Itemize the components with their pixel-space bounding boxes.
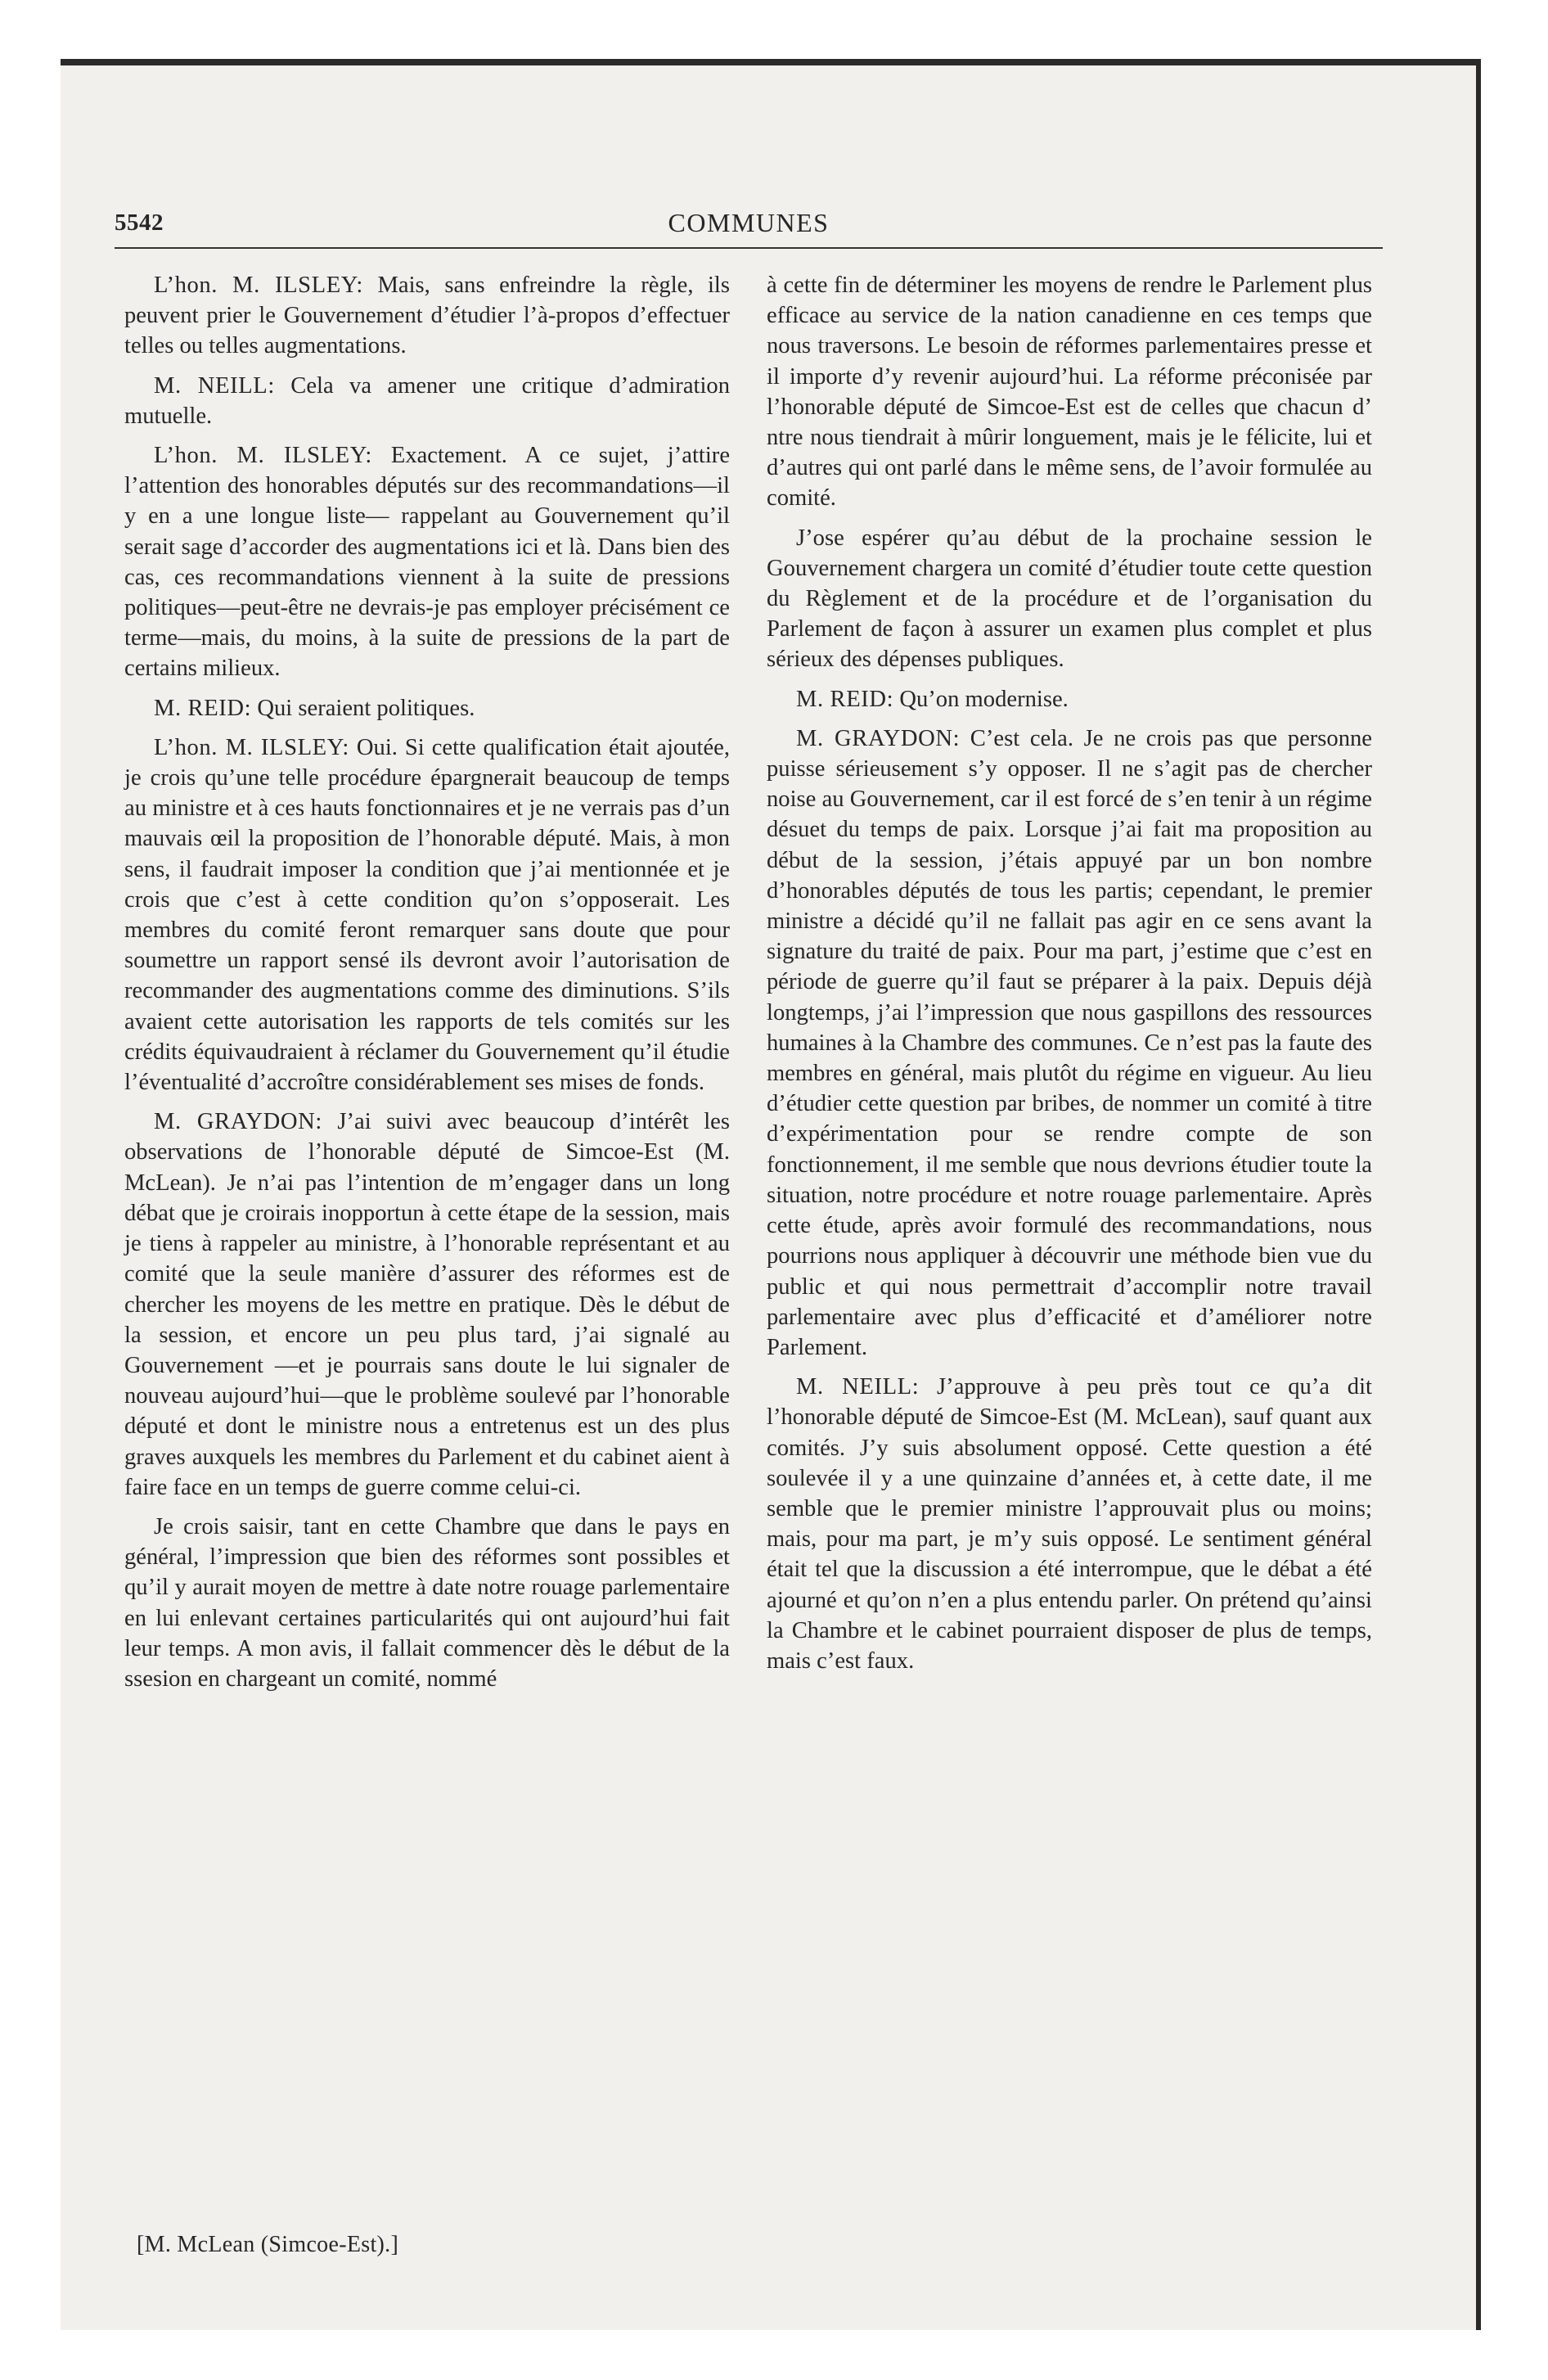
- page-header: [115, 210, 1383, 250]
- paragraph-text: Qui seraient politiques.: [251, 695, 475, 721]
- paragraph-text: Mais, sans enfreindre la règle, ils peuvent prier le Gouvernement d’étudier l’à-propos d’effectuer telles ou telles augmentations.: [124, 273, 731, 359]
- paragraph: [124, 693, 730, 723]
- speaker-name: L’hon. M. ILSLEY:: [154, 734, 349, 760]
- speaker-name: L’hon. M. ILSLEY:: [154, 273, 363, 298]
- footer-speaker-reference: [M. McLean (Simcoe-Est).]: [137, 2232, 399, 2257]
- paragraph: [124, 270, 730, 362]
- paragraph-text: J’ai suivi avec beaucoup d’intérêt les observations de l’honorable député de Simcoe-Est (M. McLean). Je n’ai pas l’intention de m’engager dans un long débat que je croirais inopportun à cette étape de la session, mais je tiens à rappeler au ministre, à l’honorable représentant et au comité que la seule manière d’assurer des réformes est de chercher les moyens de les mettre en pratique. Dès le début de la session, et encore un peu plus tard, j’ai signalé au Gouvernement —et je pourrais sans doute le lui signaler de nouveau aujourd’hui—que le problème soulevé par l’honorable député et dont le ministre nous a entretenus est un des plus graves auxquels les membres du Parlement et du cabinet aient à faire face en un temps de guerre comme celui-ci.: [124, 1109, 730, 1500]
- speaker-name: L’hon. M. ILSLEY:: [154, 443, 372, 469]
- left-column: [124, 270, 730, 1703]
- paragraph-text: Exactement. A ce sujet, j’attire l’attention des honorables députés sur des recommandations—il y en a une longue liste— rappelant au Gouvernement qu’il serait sage d’accorder des augmentations ici et là. Dans bien des cas, ces recommandations viennent à la suite de pressions politiques—peut-être ne devrais-je pas employer précisément ce terme—mais, du moins, à la suite de pressions de la part de certains milieux.: [124, 443, 731, 682]
- paragraph-text: J’ose espérer qu’au début de la prochaine session le Gouvernement chargera un comité d’étudier toute cette question du Règlement et de la procédure et de l’organisation du Parlement de façon à assurer un examen plus complet et plus sérieux des dépenses publiques.: [767, 525, 1372, 673]
- paragraph: [124, 371, 730, 431]
- speaker-name: M. GRAYDON:: [154, 1109, 322, 1135]
- paragraph: [767, 1372, 1372, 1676]
- speaker-name: M. NEILL:: [154, 372, 275, 399]
- paragraph-text: Qu’on modernise.: [893, 686, 1069, 712]
- paragraph-continuation: [767, 270, 1372, 514]
- running-head: COMMUNES: [668, 208, 830, 237]
- paragraph: [124, 1512, 730, 1694]
- paragraph: [767, 684, 1372, 714]
- paragraph: [124, 1107, 730, 1503]
- speaker-name: M. NEILL:: [796, 1374, 920, 1400]
- page-number: 5542: [115, 210, 164, 236]
- speaker-name: M. GRAYDON:: [796, 725, 961, 751]
- right-column: [767, 270, 1372, 1685]
- paragraph-text: Je crois saisir, tant en cette Chambre que dans le pays en général, l’impression que bien des réformes sont possibles et qu’il y aurait moyen de mettre à date notre rouage parlementaire en lui enlevant certaines particularités qui ont aujourd’hui fait leur temps. A mon avis, il fallait commencer dès le début de la ssesion en chargeant un comité, nommé: [124, 1513, 730, 1692]
- paragraph: [124, 440, 730, 684]
- paragraph-text: C’est cela. Je ne crois pas que personne puisse sérieusement s’y opposer. Il ne s’agit pas de chercher noise au Gouvernement, car il est forcé de s’en tenir à un régime désuet du temps de paix. Lorsque j’ai fait ma proposition au début de la session, j’étais appuyé par un bon nombre d’honorables députés de tous les partis; cependant, le premier ministre a décidé qu’il ne fallait pas agir en ce sens avant la signature du traité de paix. Pour ma part, j’estime que c’est en période de guerre qu’il faut se préparer à la paix. Depuis déjà longtemps, j’ai l’impression que nous gaspillons des ressources humaines à la Chambre des communes. Ce n’est pas la faute des membres en général, mais plutôt du régime en vigueur. Au lieu d’étudier cette question par bribes, de nommer un comité à titre d’expérimentation pour se rendre compte de son fonctionnement, il me semble que nous devrions étudier toute la situation, notre procédure et notre rouage parlementaire. Après cette étude, après avoir formulé des recommandations, nous pourrions nous appliquer à découvrir une méthode bien vue du public et qui nous permettrait d’accomplir notre travail parlementaire avec plus d’efficacité et d’améliorer notre Parlement.: [767, 725, 1372, 1360]
- paragraph-text: à cette fin de déterminer les moyens de rendre le Parlement plus efficace au service de la nation canadienne en ces temps que nous traversons. Le besoin de réformes parlementaires presse et il importe d’y revenir aujourd’hui. La réforme préconisée par l’honorable député de Simcoe-Est est de celles que chacun d’ ntre nous tiendrait à mûrir longuement, mais je le félicite, lui et d’autres qui ont parlé dans le même sens, de l’avoir formulée au comité.: [767, 273, 1372, 512]
- header-rule: [115, 247, 1383, 249]
- paragraph-text: Cela va amener une critique d’admiration mutuelle.: [124, 372, 730, 429]
- speaker-name: M. REID:: [154, 695, 252, 721]
- paragraph: [124, 732, 730, 1098]
- paragraph-text: J’approuve à peu près tout ce qu’a dit l’honorable député de Simcoe-Est (M. McLean), sauf quant aux comités. J’y suis absolument opposé. Cette question a été soulevée il y a une quinzaine d’années et, à cette date, il me semble que le premier ministre l’approuvait plus ou moins; mais, pour ma part, je m’y suis opposé. Le sentiment général était tel que la discussion a été interrompue, que le débat a été ajourné et qu’on n’en a plus entendu parler. On prétend qu’ainsi la Chambre et le cabinet pourraient disposer de plus de temps, mais c’est faux.: [767, 1374, 1372, 1674]
- paragraph: [767, 723, 1372, 1363]
- speaker-name: M. REID:: [796, 686, 894, 712]
- paragraph-text: Oui. Si cette qualification était ajoutée, je crois qu’une telle procédure épargnerait beaucoup de temps au ministre et à ces hauts fonctionnaires et je ne verrais pas d’un mauvais œil la proposition de l’honorable député. Mais, à mon sens, il faudrait imposer la condition que j’ai mentionnée et je crois que c’est à cette condition qu’on s’opposerait. Les membres du comité feront remarquer sans doute que pour soumettre un rapport sensé ils devront avoir l’autorisation de recommander des augmentations comme des diminutions. S’ils avaient cette autorisation les rapports de tels comités sur les crédits équivaudraient à réclamer du Gouvernement qu’il étudie l’éventualité d’accroître considérablement ses mises de fonds.: [124, 734, 730, 1096]
- paragraph: [767, 523, 1372, 675]
